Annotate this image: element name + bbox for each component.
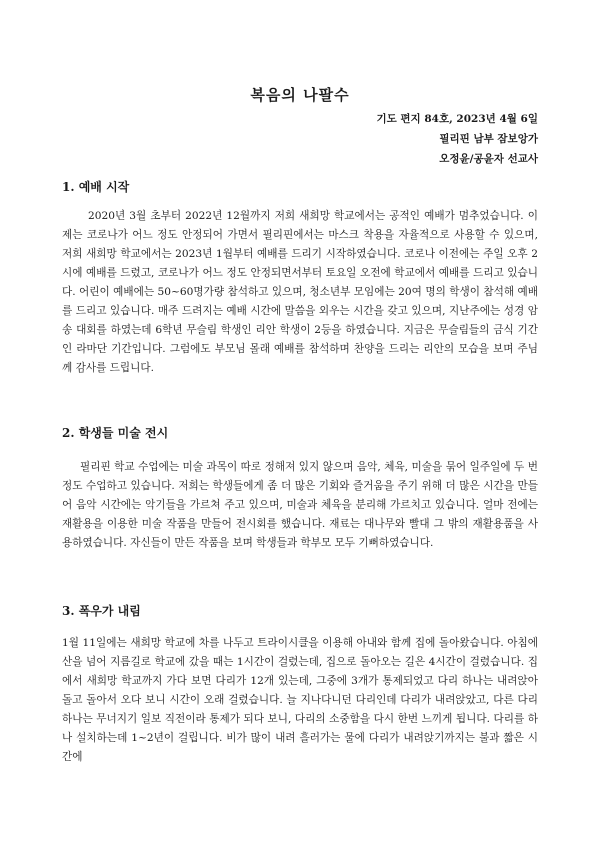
mission-location: 필리핀 남부 잠보앙가 xyxy=(439,133,538,145)
section-paragraph-3: 1월 11일에는 새희망 학교에 차를 나두고 트라이시클을 이용해 아내와 함께 집에 돌아왔습니다. 아침에 산을 넘어 지름길로 학교에 갔을 때는 1시간이 걸렸는데, 집으로 돌아오는 길은 4시간이 걸렸습니다. 집에서 새희망 학교까지 가다 보면 다리가 12개 있는데, 그중에 3개가 통제되었고 다리 하나는 내려앉아 돌고 돌아서 오다 보니 시간이 오래 걸렸습니다. 늘 지나다니던 다리인데 다리가 내려앉았고, 다른 다리 하나는 무너지기 일보 직전이라 통제가 되다 보니, 다리의 소중함을 다시 한번 느끼게 됩니다. 다리를 하나 설치하는데 1~2년이 걸립니다. 비가 많이 내려 흘러가는 물에 다리가 내려앉기까지는 불과 짧은 시간에 xyxy=(62,637,538,763)
authors: 오정윤/공윤자 선교사 xyxy=(439,153,538,165)
section-heading-3: 3. 폭우가 내림 xyxy=(62,604,141,618)
letter-info: 기도 편지 84호, 2023년 4월 6일 xyxy=(376,113,538,125)
section-heading-1: 1. 예배 시작 xyxy=(62,180,130,194)
section-paragraph-1: 2020년 3월 초부터 2022년 12월까지 저희 새희망 학교에서는 공적인 예배가 멈추었습니다. 이제는 코로나가 어느 정도 안정되어 가면서 필리핀에서는 마스크 착용을 자율적으로 사용할 수 있으며, 저희 새희망 학교에서는 2023년 1월부터 예배를 드리기 시작하였습니다. 코로나 이전에는 주일 오후 2시에 예배를 드렸고, 코로나가 어느 정도 안정되면서부터 토요일 오전에 학교에서 예배를 드리고 있습니다. 어린이 예배에는 50~60명가량 참석하고 있으며, 청소년부 모임에는 20여 명의 학생이 참석해 예배를 드리고 있습니다. 매주 드려지는 예배 시간에 말씀을 외우는 시간을 갖고 있으며, 지난주에는 성경 암송 대회를 하였는데 6학년 무슬림 학생인 리안 학생이 2등을 하였습니다. 지금은 무슬림들의 금식 기간인 라마단 기간입니다. 그럼에도 부모님 몰래 예배를 참석하며 찬양을 드리는 리안의 모습을 보며 주님께 감사를 드립니다. xyxy=(62,210,538,374)
document-title: 복음의 나팔수 xyxy=(250,86,350,104)
section-paragraph-2: 필리핀 학교 수업에는 미술 과목이 따로 정해져 있지 않으며 음악, 체육, 미술을 묶어 일주일에 두 번 정도 수업하고 있습니다. 저희는 학생들에게 좀 더 많은 기회와 즐거움을 주기 위해 더 많은 시간을 만들어 음악 시간에는 악기들을 가르쳐 주고 있으며, 미술과 체육을 분리해 가르치고 있습니다. 얼마 전에는 재활용을 이용한 미술 작품을 만들어 전시회를 했습니다. 재료는 대나무와 빨대 그 밖의 재활용품을 사용하였습니다. 자신들이 만든 작품을 보며 학생들과 학부모 모두 기뻐하였습니다. xyxy=(62,461,538,549)
section-heading-2: 2. 학생들 미술 전시 xyxy=(62,426,169,440)
